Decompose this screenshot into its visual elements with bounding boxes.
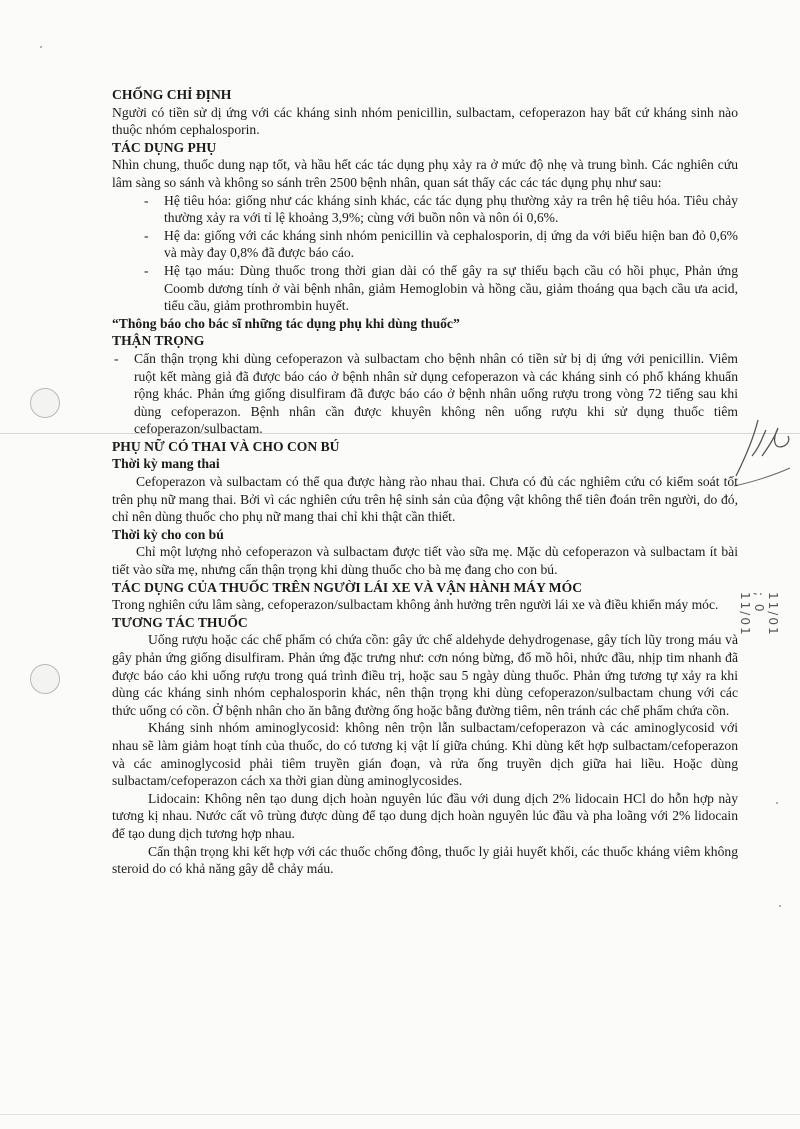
- list-item: - Cẩn thận trọng khi dùng cefoperazon và sulbactam cho bệnh nhân có tiền sử bị dị ứng với penicillin. Viêm ruột kết màng giả đã được báo cáo ở bệnh nhân sử dụng cefoperazon và các kháng sinh có phổ kháng khuẩn rộng khác. Phản ứng giống disulfiram đã được báo cáo ở bệnh nhân uống rượu trong vòng 72 tiếng sau khi dùng cefoperazon. Bệnh nhân cần được khuyên không nên uống rượu khi sử dụng thuốc tiêm cefoperazon/sulbactam.: [114, 350, 738, 437]
- paragraph: Uống rượu hoặc các chế phẩm có chứa cồn: gây ức chế aldehyde dehydrogenase, gây tích lũy trong máu và gây phản ứng giống disulfiram. Phản ứng đặc trưng như: cơn nóng bừng, đổ mồ hôi, nhức đầu, nhịp tim nhanh đã được báo cáo khi uống rượu trong quá trình điều trị, hoặc sau 5 ngày dùng thuốc. Phản ứng tương tự xảy ra khi dùng các kháng sinh nhóm cephalosporin khác, nên thận trọng khi dùng cefoperazon/sulbactam chung với các thức uống có cồn. Ở bệnh nhân cho ăn bằng đường ống hoặc bằng đường tiêm, nên tránh các chế phẩm chứa cồn.: [112, 632, 738, 718]
- handwritten-signature: [732, 416, 792, 488]
- side-stamp: 11/01 ; 0 11/01: [738, 592, 780, 637]
- list-item-text: Hệ da: giống với các kháng sinh nhóm penicillin và cephalosporin, dị ứng da với biểu hiện ban đỏ 0,6% và mày đay 0,8% đã được báo cáo.: [164, 227, 738, 261]
- list-item: - Hệ tạo máu: Dùng thuốc trong thời gian dài có thể gây ra sự thiếu bạch cầu có hồi phục, Phản ứng Coomb dương tính ở vài bệnh nhân, giảm Hemoglobin và hồng cầu, giảm thoáng qua bạch cầu ưa acid, tiểu cầu, giảm prothrombin huyết.: [144, 262, 738, 314]
- scan-speck: [776, 802, 778, 804]
- paragraph: Nhìn chung, thuốc dung nạp tốt, và hầu hết các tác dụng phụ xảy ra ở mức độ nhẹ và trung bình. Các nghiên cứu lâm sàng so sánh và không so sánh trên 2500 bệnh nhân, quan sát thấy các các tác dụng phụ như sau:: [112, 157, 738, 190]
- paragraph: Kháng sinh nhóm aminoglycosid: không nên trộn lẫn sulbactam/cefoperazon và các aminoglycosid với nhau sẽ làm giảm hoạt tính của thuốc, do có tương kị vật lí giữa chúng. Khi dùng kết hợp sulbactam/cefoperazon và các aminoglycosid phải tiêm truyền gián đoạn, và rửa ống truyền dịch giữa hai liều. Hoặc dùng sulbactam/cefoperazon cách xa thời gian dùng aminoglycosides.: [112, 720, 738, 789]
- list-item: - Hệ da: giống với các kháng sinh nhóm penicillin và cephalosporin, dị ứng da với biểu hiện ban đỏ 0,6% và mày đay 0,8% đã được báo cáo.: [144, 227, 738, 261]
- document-body: [112, 86, 738, 878]
- scan-speck: [40, 46, 42, 48]
- section-title-driving: TÁC DỤNG CỦA THUỐC TRÊN NGƯỜI LÁI XE VÀ VẬN HÀNH MÁY MÓC: [112, 579, 583, 595]
- subsection-title-breastfeeding: Thời kỳ cho con bú: [112, 526, 224, 542]
- punch-hole-bottom: [30, 664, 60, 694]
- section-title-interactions: TƯƠNG TÁC THUỐC: [112, 614, 248, 630]
- bottom-edge-line: [0, 1114, 800, 1115]
- notice-line: “Thông báo cho bác sĩ những tác dụng phụ khi dùng thuốc”: [112, 315, 460, 331]
- paragraph: Người có tiền sử dị ứng với các kháng sinh nhóm penicillin, sulbactam, cefoperazon hay bất cứ kháng sinh nào thuộc nhóm cephalosporin.: [112, 104, 738, 138]
- paragraph: Cefoperazon và sulbactam có thể qua được hàng rào nhau thai. Chưa có đủ các nghiêm cứu có kiểm soát tốt trên phụ nữ mang thai. Bởi vì các nghiên cứu trên hệ sinh sản của động vật không thể tiên đoán trên người, do đó, chỉ nên dùng thuốc cho phụ nữ mang thai chỉ khi thật cần thiết.: [112, 474, 738, 525]
- list-item: - Hệ tiêu hóa: giống như các kháng sinh khác, các tác dụng phụ thường xảy ra trên hệ tiêu hóa. Tiêu chảy thường xảy ra với tỉ lệ khoảng 3,9%; cùng với buồn nôn và nôn ói 0,6%.: [144, 192, 738, 226]
- list-item-text: Hệ tạo máu: Dùng thuốc trong thời gian dài có thể gây ra sự thiếu bạch cầu có hồi phục, Phản ứng Coomb dương tính ở vài bệnh nhân, giảm Hemoglobin và hồng cầu, giảm thoáng qua bạch cầu ưa acid, tiểu cầu, giảm prothrombin huyết.: [164, 262, 738, 314]
- section-title-pregnancy: PHỤ NỮ CÓ THAI VÀ CHO CON BÚ: [112, 438, 340, 454]
- list-item-text: Cẩn thận trọng khi dùng cefoperazon và sulbactam cho bệnh nhân có tiền sử bị dị ứng với penicillin. Viêm ruột kết màng giả đã được báo cáo ở bệnh nhân sử dụng cefoperazon và các kháng sinh có phổ kháng khuẩn rộng khác. Phản ứng giống disulfiram đã được báo cáo ở bệnh nhân uống rượu trong vòng 72 tiếng sau khi dùng cefoperazon. Bệnh nhân cần được khuyên không nên uống rượu khi sử dụng thuốc tiêm cefoperazon/sulbactam.: [134, 350, 738, 437]
- scan-speck: [779, 905, 781, 907]
- paragraph: Lidocain: Không nên tạo dung dịch hoàn nguyên lúc đầu với dung dịch 2% lidocain HCl do hỗn hợp này tương kị nhau. Nước cất vô trùng được dùng để tạo dung dịch hoàn nguyên lúc đầu và pha loãng với 2% lidocain để tạo dung dịch tương hợp nhau.: [112, 790, 738, 841]
- paragraph: Trong nghiên cứu lâm sàng, cefoperazon/sulbactam không ảnh hưởng trên người lái xe và điều khiển máy móc.: [112, 597, 719, 613]
- subsection-title-pregnancy: Thời kỳ mang thai: [112, 456, 220, 472]
- section-title-side-effects: TÁC DỤNG PHỤ: [112, 139, 217, 155]
- paragraph: Cẩn thận trọng khi kết hợp với các thuốc chống đông, thuốc ly giải huyết khối, các thuốc kháng viêm không steroid do có khả năng gây dễ chảy máu.: [112, 843, 738, 877]
- section-title-contraindications: CHỐNG CHỈ ĐỊNH: [112, 87, 232, 102]
- paragraph: Chỉ một lượng nhỏ cefoperazon và sulbactam được tiết vào sữa mẹ. Mặc dù cefoperazon và sulbactam ít bài tiết vào sữa mẹ, nhưng cẩn thận trọng khi dùng thuốc cho bà mẹ đang cho con bú.: [112, 544, 738, 578]
- punch-hole-top: [30, 388, 60, 418]
- section-title-precautions: THẬN TRỌNG: [112, 333, 205, 349]
- list-item-text: Hệ tiêu hóa: giống như các kháng sinh khác, các tác dụng phụ thường xảy ra trên hệ tiêu hóa. Tiêu chảy thường xảy ra với tỉ lệ khoảng 3,9%; cùng với buồn nôn và nôn ói 0,6%.: [164, 192, 738, 226]
